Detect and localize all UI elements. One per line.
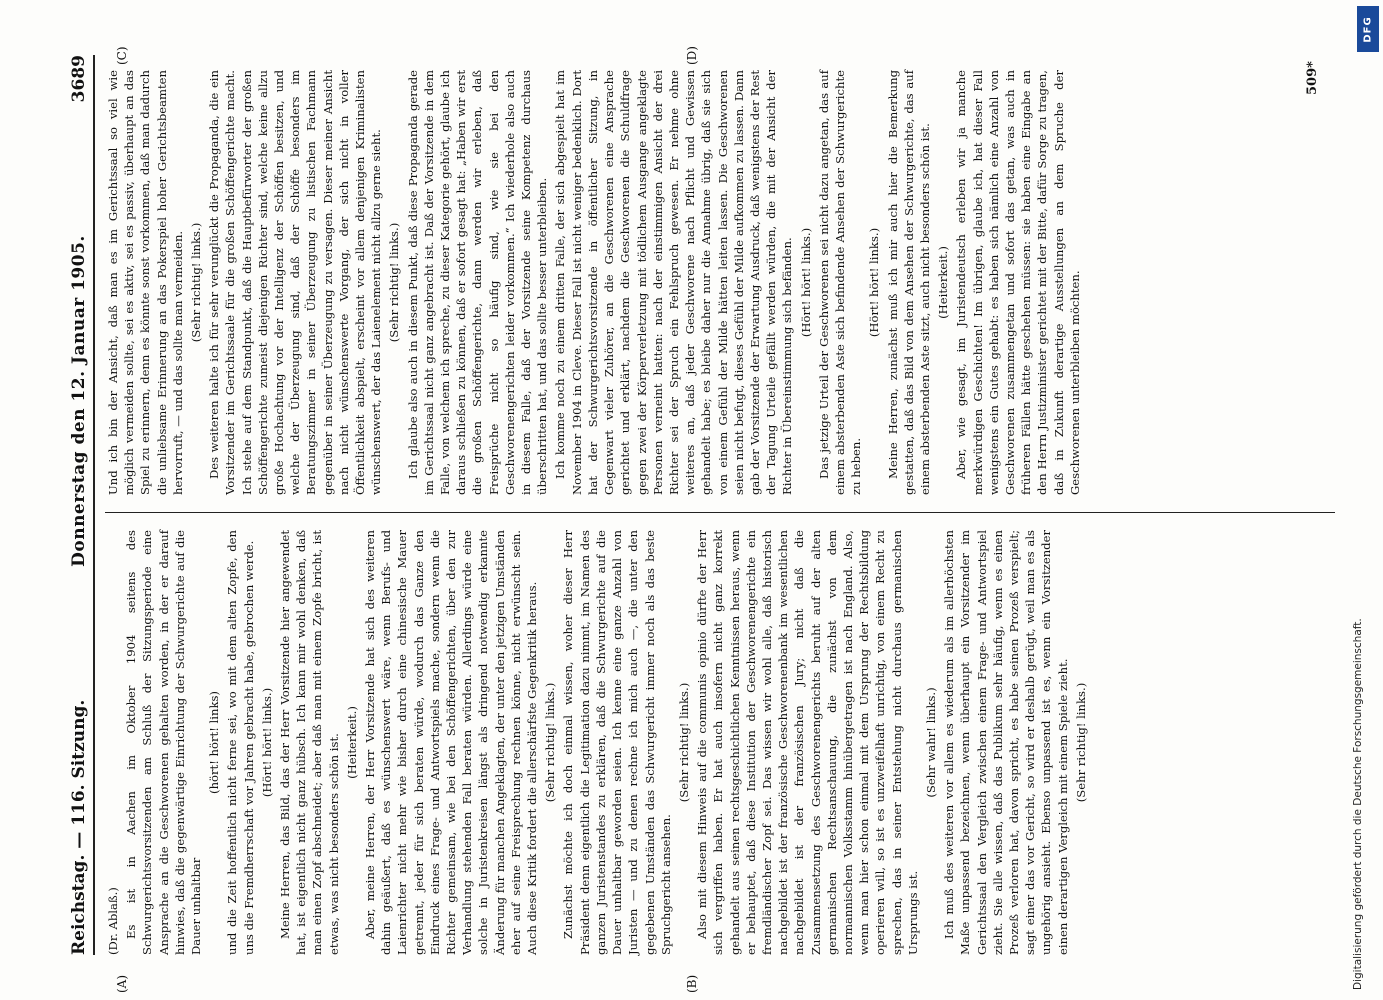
- speaker-label: (Dr. Ablaß.): [106, 887, 120, 955]
- interjection: (Heiterkeit.): [936, 246, 951, 319]
- paragraph: Ich komme noch zu einem dritten Falle, der sich abgespielt hat im November 1904 in Cleve. Dieser Fall ist nicht weniger bedenklich. Dort hat der Schwurgerichtsvorsitzende in öffentlicher Sitzung, in Gegenwart vieler Zuhörer, an die Geschworenen eine Ansprache gerichtet und erklärt, nachdem die Geschworenen die Schuldfrage gegen zwei der Körperverletzung mit tödlichem Ausgange angeklagte Personen verneint hatten: nach der einstimmigen Ansicht der drei Richter sei der Spruch ein Fehlspruch gewesen. Er nehme ohne weiteres an, daß jeder Geschworene nach Pflicht und Gewissen gehandelt habe; es bleibe daher nur die Annahme übrig, daß sie sich von einem Gefühl der Milde hätten leiten lassen. Die Geschworenen seien nicht befugt, dieses Gefühl der Milde aufkommen zu lassen. Dann gab der Vorsitzende der Erwartung Ausdruck, daß wenigstens der Rest der Tagung Urteile gefällt werden würden, die mit der Ansicht der Richter in Übereinstimmung sich befänden.: [553, 70, 795, 495]
- interjection: (Hört! hört! links.): [867, 227, 882, 338]
- interjection: (Sehr wahr! links.): [923, 687, 938, 798]
- margin-mark-c: (C): [115, 46, 129, 65]
- paragraph: Des weiteren halte ich für sehr verunglückt die Propaganda, die ein Vorsitzender im Gerichtssaale für die großen Schöffengerichte macht. Ich stehe auf dem Standpunkt, daß die Hauptbefürworter der großen Schöffengerichte zumeist diejenigen Richter sind, welche keine allzu große Hochachtung vor der Intelligenz der Schöffen besitzen, und welche der Überzeugung sind, daß der Schöffe besonders im Beratungszimmer in seiner Überzeugung zu listischen Fachmann gegenüber in seiner Überzeugung zu versagen. Dieser meiner Ansicht nach nicht wünschenswerte Vorgang, der sich nicht in voller Öffentlichkeit abspielt, erscheint vor allem denjenigen Kriminalisten wünschenswert, der das Laienelement nicht allzu gerne sieht.: [207, 70, 384, 495]
- page-header: [55, 55, 95, 955]
- margin-mark-d: (D): [685, 46, 699, 65]
- column-divider: [105, 512, 1335, 513]
- interjection: (Sehr richtig! links.): [543, 682, 558, 803]
- margin-mark-a: (A): [115, 974, 129, 993]
- paragraph: Ich glaube also auch in diesem Punkt, daß diese Propaganda gerade im Gerichtssaal nicht ganz angebracht ist. Daß der Vorsitzende in dem Falle, von welchem ich spreche, zu dieser Kategorie gehört, glaube ich daraus schließen zu können, daß er sofort gesagt hat: „Haben wir erst die großen Schöffengerichte, dann werden wir erleben, daß Freisprüche nicht so häufig sind, wie sie bei den Geschworenengerichten leider vorkommen.“ Ich wiederhole also auch in diesem Falle, daß der Vorsitzende seine Kompetenz durchaus überschritten hat, und das sollte besser unterbleiben.: [405, 70, 550, 495]
- interjection: (hört! hört! links): [207, 691, 222, 794]
- paragraph: und die Zeit hoffentlich nicht ferne sei, wo mit dem alten Zopfe, den uns die Fremdherrschaft vor Jahren gebracht habe, gebrochen werde.: [225, 530, 256, 955]
- paragraph: Und ich bin der Ansicht, daß man es im Gerichtssaal so viel wie möglich vermeiden sollte, sei es aktiv, sei es passiv, überhaupt an das Spiel zu erinnern, denn es könnte sonst vorkommen, daß man dadurch die unliebsame Erinnerung an das Pokerspiel hoher Gerichtsbeamten hervorruft, — und das sollte man vermeiden.: [106, 70, 185, 495]
- paragraph: Also mit diesem Hinweis auf die communis opinio dürfte der Herr sich vergriffen haben. Er hat auch insofern nicht ganz korrekt gehandelt aus seinen rechtsgeschichtlichen Kenntnissen heraus, wenn er behauptet, daß diese Institution der Geschworenengerichte ein fremdländischer Zopf sei. Das wissen wir wohl alle, daß historisch nachgebildet ist der französische Geschworenenbank im wesentlichen nachgebildet ist der französischen Jury; nicht daß die Zusammensetzung des Geschworenengerichts beruht auf der alten germanischen Rechtsanschauung, die zunächst von dem normannischen Volksstamm hinübergetragen ist nach England. Also, wenn man hier schon einmal mit dem Ursprung der Rechtsbildung operieren will, so ist es unzweifelhaft unrichtig, von einem Recht zu sprechen, das in seiner Entstehung nicht durchaus germanischen Ursprungs ist.: [695, 530, 920, 955]
- paragraph: Zunächst möchte ich doch einmal wissen, woher dieser Herr Präsident denn eigentlich die Legitimation dazu nimmt, im Namen des ganzen Juristenstandes zu erklären, daß die Schwurgerichte auf die Dauer unhaltbar geworden seien. Ich kenne eine ganze Anzahl von Juristen — und zu denen rechne ich mich auch —, die unter den gegebenen Umständen das Schwurgericht immer noch als das beste Spruchgericht ansehen.: [561, 530, 673, 955]
- interjection: (Sehr richtig! links.): [1073, 682, 1088, 803]
- page-number: 3689: [69, 55, 89, 103]
- digitization-credit: Digitalisierung gefördert durch die Deutsche Forschungsgemeinschaft.: [1352, 618, 1364, 990]
- right-column: [105, 70, 1085, 495]
- margin-mark-b: (B): [685, 974, 699, 993]
- paragraph: Das jetzige Urteil der Geschworenen sei nicht dazu angetan, das auf einem absterbenden Aste sich befindende Ansehen der Schwurgerichte zu heben.: [816, 70, 864, 495]
- paragraph: Meine Herren, zunächst muß ich mir auch hier die Bemerkung gestatten, daß das Bild von dem Ansehen der Schwurgerichte, das auf einem absterbenden Aste sitzt, auch nicht besonders schön ist.: [885, 70, 932, 495]
- interjection: (Sehr richtig! links.): [676, 682, 691, 803]
- interjection: (Hört! hört! links.): [259, 687, 274, 798]
- header-left: Reichstag. — 116. Sitzung.: [69, 699, 89, 955]
- signature-mark: 509*: [1305, 61, 1320, 95]
- paragraph: Meine Herren, das Bild, das der Herr Vorsitzende hier angewendet hat, ist eigentlich nicht ganz hübsch. Ich kann mir wohl denken, daß man einen Zopf abschneidet; aber daß man mit einem Zopfe bricht, ist etwas, was nicht besonders schön ist.: [278, 530, 341, 955]
- paragraph: Ich muß des weiteren vor allem es wiederum als im allerhöchsten Maße unpassend bezeichnen, wenn überhaupt ein Vorsitzender im Gerichtssaal den Vergleich zwischen einem Frage- und Antwortspiel zieht. Sie alle wissen, daß das Publikum sehr häufig, wenn es einen Prozeß verloren hat, davon spricht, es habe seinen Prozeß verspielt; sagt einer das vor Gericht, so wird er deshalb gerügt, weil man es als ungehörig ansieht. Ebenso unpassend ist es, wenn ein Vorsitzender einen derartigen Vergleich mit einem Spiele zieht.: [942, 530, 1070, 955]
- interjection: (Heiterkeit.): [344, 706, 359, 779]
- header-date: Donnerstag den 12. Januar 1905.: [69, 235, 89, 567]
- interjection: (Sehr richtig! links.): [387, 222, 402, 343]
- left-column: [105, 530, 1091, 955]
- dfg-logo: DFG: [1357, 6, 1379, 52]
- paragraph: Aber, meine Herren, der Herr Vorsitzende hat sich des weiteren dahin geäußert, daß es wünschenswert wäre, wenn Berufs- und Laienrichter nicht mehr wie bisher durch eine chinesische Mauer getrennt, jeder für sich beraten würde, wodurch das Ganze den Eindruck eines Frage- und Antwortspiels mache, sondern wenn die Richter gemeinsam, wie bei den Schöffengerichten, über den zur Verhandlung stehenden Fall beraten würden. Allerdings würde eine solche in Juristenkreisen längst als dringend notwendig erkannte Änderung für manchen Angeklagten, der unter den jetzigen Umständen eher auf seine Freisprechung rechnen könne, nicht erwünscht sein. Auch diese Kritik fordert die allerschärfste Gegenkritik heraus.: [363, 530, 540, 955]
- interjection: (Hört! hört! links.): [798, 227, 813, 338]
- interjection: (Sehr richtig! links.): [189, 222, 204, 343]
- rotated-page: [55, 46, 1355, 993]
- paragraph: Es ist in Aachen im Oktober 1904 seitens des Schwurgerichtsvorsitzenden am Schluß der Sitzungsperiode eine Ansprache an die Geschworenen gehalten worden, in der er darauf hinwies, daß die gegenwärtige Einrichtung der Schwurgerichte auf die Dauer unhaltbar: [124, 530, 204, 955]
- paragraph: Aber, wie gesagt, im Juristendeutsch erleben wir ja manche merkwürdigen Geschichten! Im übrigen, glaube ich, hat dieser Fall wenigstens ein Gutes gehabt: es haben sich nämlich eine Anzahl von Geschworenen zusammengetan und sofort das getan, was auch in früheren Fällen hätte geschehen müssen: sie haben eine Eingabe an den Herrn Justizminister gerichtet mit der Bitte, dafür Sorge zu tragen, daß in Zukunft derartige Ausstellungen an dem Spruche der Geschworenen unterbleiben möchten.: [954, 70, 1082, 495]
